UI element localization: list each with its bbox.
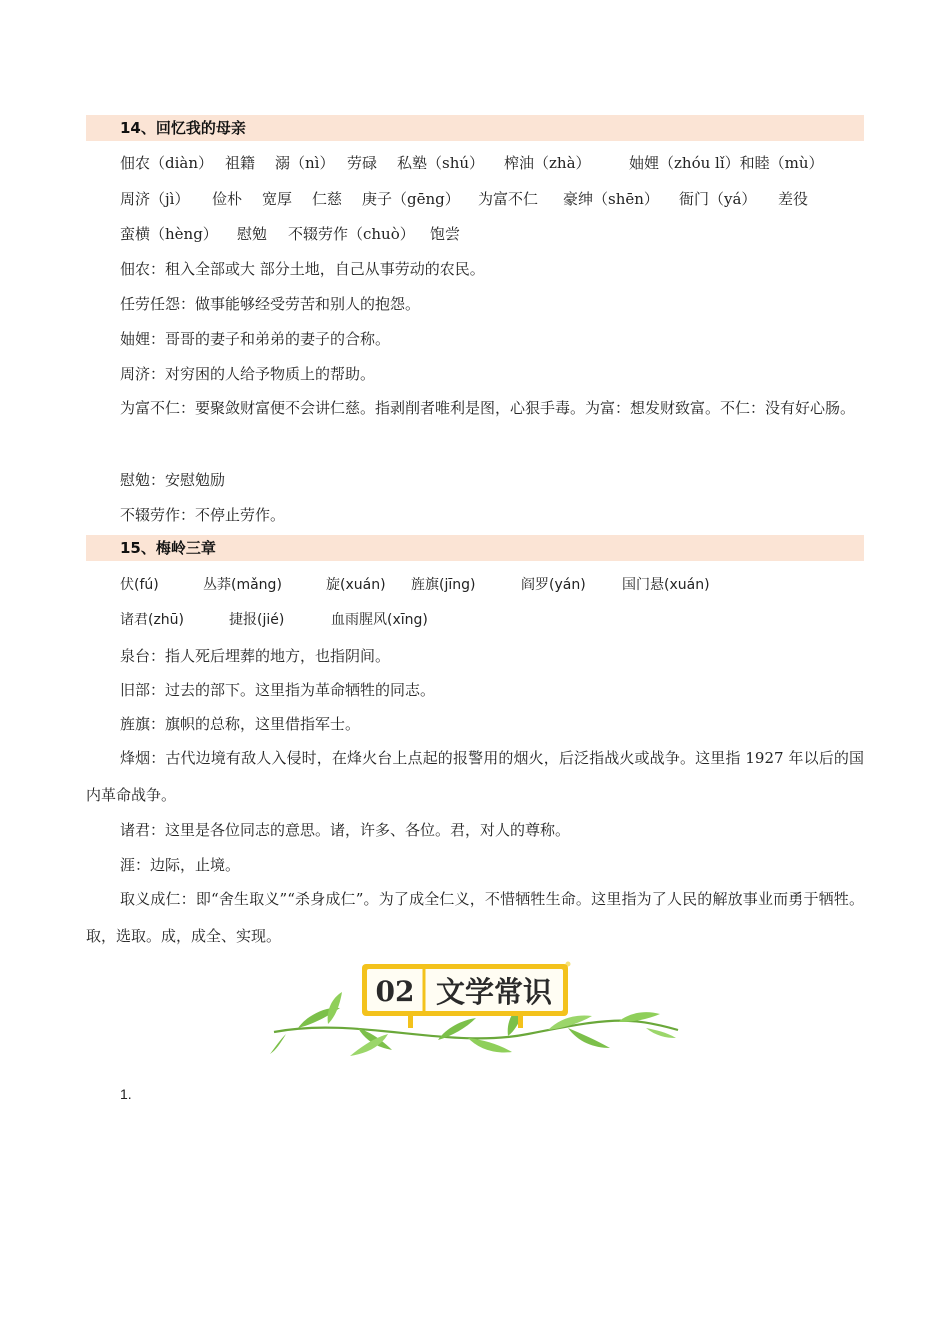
list-number: 1. (120, 1086, 132, 1102)
definition: 诸君：这里是各位同志的意思。诸，许多、各位。君，对人的尊称。 (120, 821, 571, 839)
section-banner (268, 958, 680, 1058)
vocab-item: 佃农（diàn） (120, 154, 214, 172)
vocab-item: 仁慈 (312, 190, 343, 208)
definition: 佃农：租入全部或大 部分土地，自己从事劳动的农民。 (120, 260, 485, 278)
definition: 不辍劳作：不停止劳作。 (120, 506, 286, 524)
definition: 旧部：过去的部下。这里指为革命牺牲的同志。 (120, 681, 436, 699)
vocab-item: 私塾（shú） (397, 154, 485, 172)
vocab-item: 阎罗(yán) (521, 577, 586, 593)
vocab-item: 慰勉 (237, 225, 268, 243)
banner-post (408, 1014, 413, 1028)
vocab-item: 旋(xuán) (326, 577, 386, 593)
vocab-item: 饱尝 (430, 225, 461, 243)
vocab-item: 豪绅（shēn） (563, 190, 659, 208)
banner-label: 文学常识 (435, 975, 553, 1009)
vocab-item: 宽厚 (262, 190, 293, 208)
section-14-heading: 14、回忆我的母亲 (86, 115, 864, 141)
section-15-heading: 15、梅岭三章 (86, 535, 864, 561)
definition: 烽烟：古代边境有敌人入侵时，在烽火台上点起的报警用的烟火，后泛指战火或战争。这里指 1927 年以后的国内革命战争。 (86, 749, 864, 804)
vocab-item: 血雨腥风(xīng) (331, 612, 428, 628)
definition: 慰勉：安慰勉励 (120, 471, 226, 489)
vocab-item: 衙门（yá） (679, 190, 757, 208)
vocab-item: 不辍劳作（chuò） (288, 225, 415, 243)
vocab-item: 为富不仁 (478, 190, 539, 208)
vocab-item: 妯娌（zhóu lǐ）和睦（mù） (629, 154, 824, 172)
banner-post (518, 1014, 523, 1028)
vocab-item: 诸君(zhū) (120, 612, 185, 628)
definition: 旌旗：旗帜的总称，这里借指军士。 (120, 715, 361, 733)
vocab-item: 榨油（zhà） (504, 154, 591, 172)
definition: 取义成仁：即“舍生取义”“杀身成仁”。为了成全仁义，不惜牺牲生命。这里指为了人民的解放事业而勇于牺牲。取，选取。成，成全、实现。 (86, 890, 864, 945)
vocab-item: 丛莽(mǎng) (203, 577, 282, 593)
vocab-item: 伏(fú) (120, 577, 159, 593)
definition: 妯娌：哥哥的妻子和弟弟的妻子的合称。 (120, 330, 391, 348)
definition: 为富不仁：要聚敛财富便不会讲仁慈。指剥削者唯利是图，心狠手毒。为富：想发财致富。不仁：没有好心肠。 (120, 399, 856, 417)
vocab-item: 国门悬(xuán) (622, 577, 710, 593)
definition: 任劳任怨：做事能够经受劳苦和别人的抱怨。 (120, 295, 421, 313)
definition: 泉台：指人死后埋葬的地方，也指阴间。 (120, 647, 391, 665)
definition: 周济：对穷困的人给予物质上的帮助。 (120, 365, 376, 383)
vocab-item: 溺（nì） (275, 154, 335, 172)
banner-number: 02 (375, 975, 415, 1008)
vocab-item: 捷报(jié) (229, 612, 285, 628)
vocab-item: 劳碌 (347, 154, 378, 172)
vocab-item: 差役 (778, 190, 809, 208)
vocab-item: 祖籍 (225, 154, 256, 172)
vocab-item: 旌旗(jīng) (411, 577, 476, 593)
vocab-item: 周济（jì） (120, 190, 190, 208)
definition: 涯：边际，止境。 (120, 856, 241, 874)
vocab-item: 庚子（gēng） (362, 190, 460, 208)
vocab-item: 俭朴 (212, 190, 243, 208)
vocab-item: 蛮横（hèng） (120, 225, 218, 243)
